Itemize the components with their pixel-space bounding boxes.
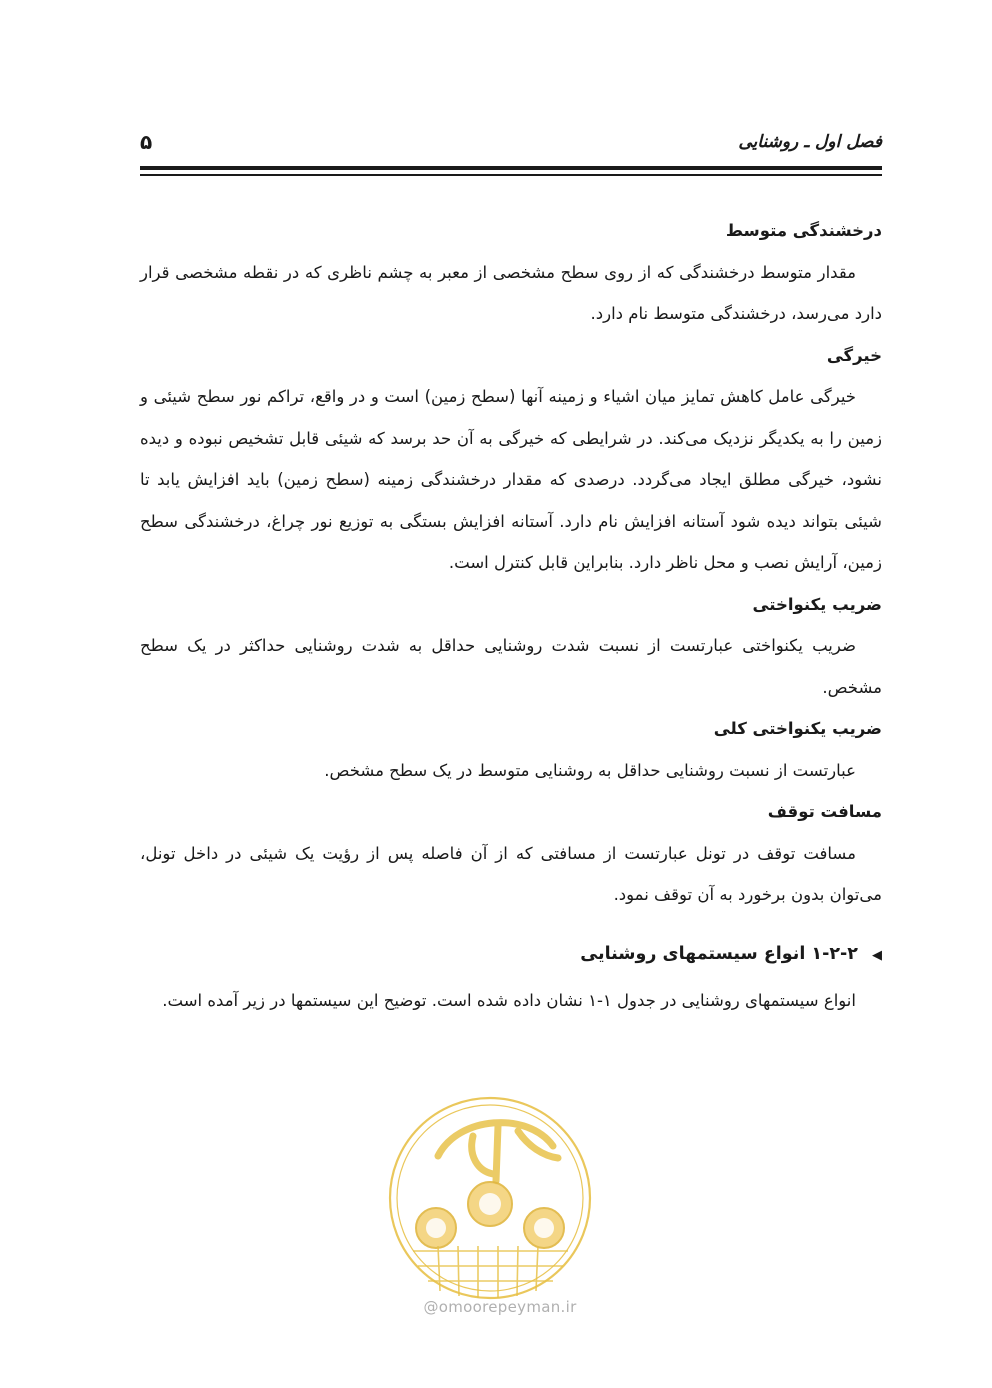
subsection-title: ۱-۲-۲ انواع سیستمهای روشنایی <box>580 943 858 964</box>
body-text <box>140 210 882 1021</box>
subsection-paragraph: انواع سیستمهای روشنایی در جدول ۱-۱ نشان داده شده است. توضیح این سیستمها در زیر آمده است. <box>162 990 856 1010</box>
watermark-site <box>400 1298 600 1316</box>
page-number: ۵ <box>140 130 153 154</box>
at-icon: @ <box>423 1298 439 1316</box>
header-rule-thin <box>140 174 882 176</box>
section-paragraph: خیرگی عامل کاهش تمایز میان اشیاء و زمینه آنها (سطح زمین) است و در واقع، تراکم نور سطح شیئی و زمین را به یکدیگر نزدیک می‌کند. در شرایطی که خیرگی به آن حد برسد که شیئی قابل تشخیص نبوده و دیده نشود، خیرگی مطلق ایجاد می‌گردد. درصدی که مقدار درخشندگی زمینه (سطح زمین) باید افزایش یابد تا شیئی بتواند دیده شود آستانه افزایش نام دارد. آستانه افزایش بستگی به توزیع نور چراغ، درخشندگی سطح زمین، آرایش نصب و محل ناظر دارد. بنابراین قابل کنترل است. <box>140 387 882 572</box>
section-heading: خیرگی <box>826 345 882 365</box>
bullet-arrow-icon: ◀ <box>872 947 882 963</box>
section-heading: ضریب یکنواختی کلی <box>713 719 882 738</box>
section-heading: درخشندگی متوسط <box>725 221 882 240</box>
section-paragraph: مسافت توقف در تونل عبارتست از مسافتی که از آن فاصله پس از رؤیت یک شیئی در داخل تونل، می‌توان بدون برخورد به آن توقف نمود. <box>140 843 882 904</box>
section-heading: ضریب یکنواختی <box>752 594 882 614</box>
watermark-site-text: omoorepeyman.ir <box>438 1298 577 1316</box>
section-paragraph: ضریب یکنواختی عبارتست از نسبت شدت روشنایی حداقل به شدت روشنایی حداکثر در یک سطح مشخص. <box>140 636 882 697</box>
running-head: فصل اول ـ روشنایی <box>738 132 882 152</box>
header-rule-thick <box>140 166 882 170</box>
section-paragraph: عبارتست از نسبت روشنایی حداقل به روشنایی متوسط در یک سطح مشخص. <box>324 760 856 780</box>
section-paragraph: مقدار متوسط درخشندگی که از روی سطح مشخصی از معبر به چشم ناظری که در نقطه مشخصی قرار دارد می‌رسد، درخشندگی متوسط نام دارد. <box>140 262 882 323</box>
watermark-logo <box>378 1086 603 1311</box>
subsection-heading <box>140 932 882 978</box>
section-heading: مسافت توقف <box>767 802 882 821</box>
